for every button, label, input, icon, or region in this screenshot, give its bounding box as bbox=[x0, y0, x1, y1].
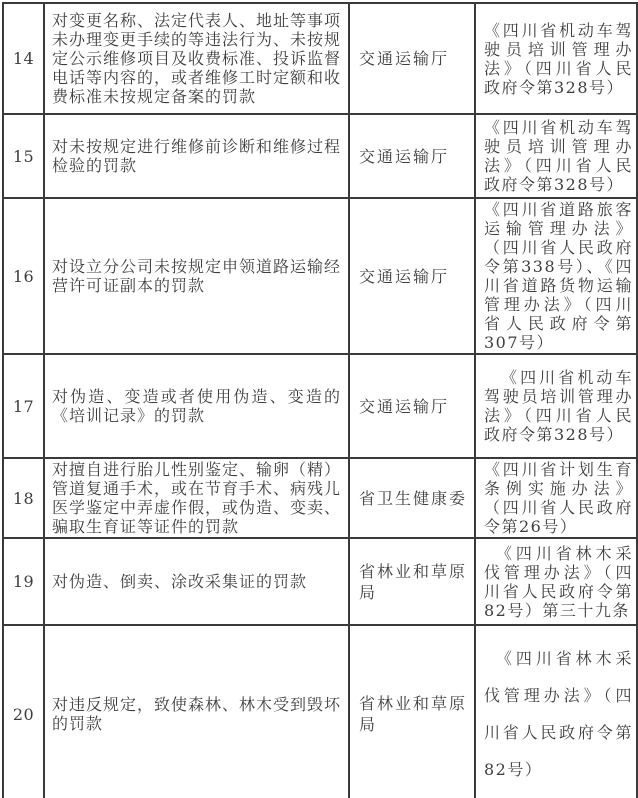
table-row bbox=[3, 3, 637, 114]
department-cell: 交通运输厅 bbox=[349, 3, 475, 114]
legal-basis-cell: 《四川省林木采伐管理办法》（四川省人民政府令第82号） bbox=[475, 625, 637, 798]
violation-cell: 对违反规定，致使森林、林木受到毁坏的罚款 bbox=[44, 625, 349, 798]
department-cell: 交通运输厅 bbox=[349, 354, 475, 458]
row-number-cell: 15 bbox=[3, 114, 44, 198]
violation-cell: 对设立分公司未按规定申领道路运输经营许可证副本的罚款 bbox=[44, 198, 349, 354]
row-number-cell: 14 bbox=[3, 3, 44, 114]
department-cell: 交通运输厅 bbox=[349, 114, 475, 198]
table-row bbox=[3, 538, 637, 625]
legal-basis-cell: 《四川省计划生育条例实施办法》（四川省人民政府令第26号） bbox=[475, 458, 637, 538]
legal-basis-cell: 《四川省机动车驾驶员培训管理办法》（四川省人民政府令第328号） bbox=[475, 114, 637, 198]
violation-cell: 对伪造、变造或者使用伪造、变造的《培训记录》的罚款 bbox=[44, 354, 349, 458]
violation-cell: 对未按规定进行维修前诊断和维修过程检验的罚款 bbox=[44, 114, 349, 198]
legal-basis-cell: 《四川省林木采伐管理办法》（四川省人民政府令第82号）第三十九条 bbox=[475, 538, 637, 625]
row-number-cell: 16 bbox=[3, 198, 44, 354]
violation-cell: 对伪造、倒卖、涂改采集证的罚款 bbox=[44, 538, 349, 625]
violation-cell: 对擅自进行胎儿性别鉴定、输卵（精）管道复通手术，或在节育手术、病残儿医学鉴定中弄虚作假，或伪造、变卖、骗取生育证等证件的罚款 bbox=[44, 458, 349, 538]
row-number-cell: 19 bbox=[3, 538, 44, 625]
legal-basis-cell: 《四川省道路旅客运输管理办法》（四川省人民政府令第338号）、《四川省道路货物运输管理办法》（四川省人民政府令第307号） bbox=[475, 198, 637, 354]
table-row bbox=[3, 354, 637, 458]
row-number-cell: 18 bbox=[3, 458, 44, 538]
row-number-cell: 17 bbox=[3, 354, 44, 458]
row-number-cell: 20 bbox=[3, 625, 44, 798]
department-cell: 省林业和草原局 bbox=[349, 538, 475, 625]
department-cell: 交通运输厅 bbox=[349, 198, 475, 354]
legal-basis-cell: 《四川省机动车驾驶员培训管理办法》（四川省人民政府令第328号） bbox=[475, 354, 637, 458]
legal-basis-cell: 《四川省机动车驾驶员培训管理办法》（四川省人民政府令第328号） bbox=[475, 3, 637, 114]
table-row bbox=[3, 114, 637, 198]
table-row bbox=[3, 198, 637, 354]
violation-cell: 对变更名称、法定代表人、地址等事项未办理变更手续的等违法行为、未按规定公示维修项目及收费标准、投诉监督电话等内容的，或者维修工时定额和收费标准未按规定备案的罚款 bbox=[44, 3, 349, 114]
table-row bbox=[3, 458, 637, 538]
table-row bbox=[3, 625, 637, 798]
department-cell: 省卫生健康委 bbox=[349, 458, 475, 538]
penalty-items-table bbox=[2, 2, 638, 798]
department-cell: 省林业和草原局 bbox=[349, 625, 475, 798]
